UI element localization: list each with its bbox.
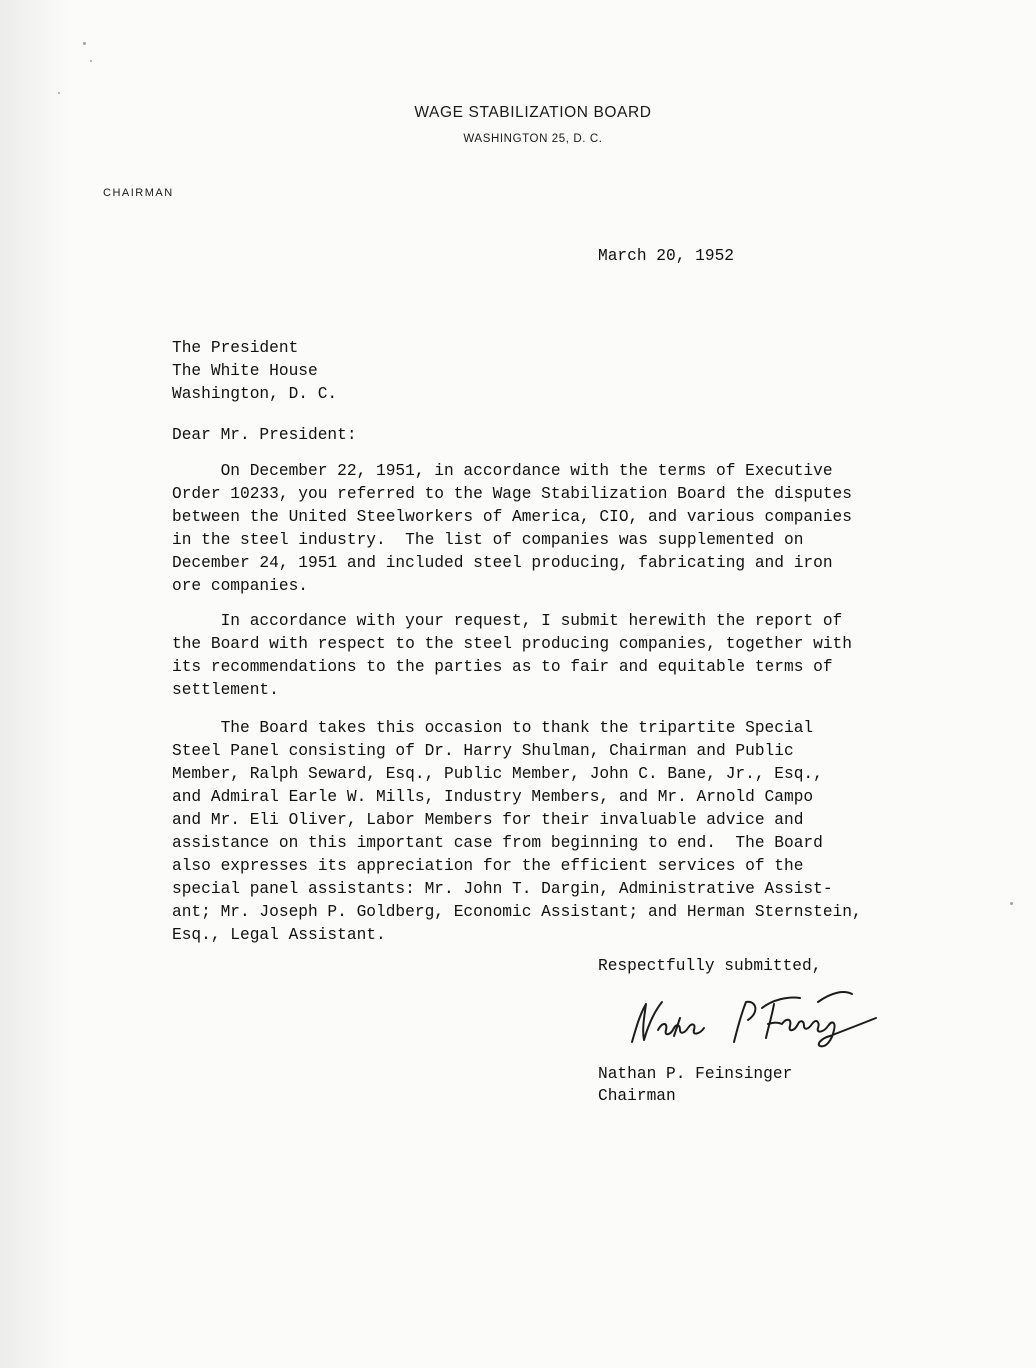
paragraph-line: In accordance with your request, I submit herewith the report of [172,612,843,630]
paragraph-line: December 24, 1951 and included steel producing, fabricating and iron [172,554,833,572]
recipient-line-2: The White House [172,362,318,380]
paragraph-line: The Board takes this occasion to thank the tripartite Special [172,719,814,737]
letterhead-organization: WAGE STABILIZATION BOARD [414,104,652,121]
signer-name: Nathan P. Feinsinger [598,1065,793,1083]
recipient-line-3: Washington, D. C. [172,385,338,403]
paragraph-line: in the steel industry. The list of companies was supplemented on [172,531,804,549]
signer-title: Chairman [598,1087,676,1105]
paragraph-line: Esq., Legal Assistant. [172,926,386,944]
recipient-address [172,337,337,406]
paper-speck [1010,902,1013,905]
paragraph-line: and Mr. Eli Oliver, Labor Members for their invaluable advice and [172,811,804,829]
paragraph-line: and Admiral Earle W. Mills, Industry Members, and Mr. Arnold Campo [172,788,814,806]
paragraph-1 [172,460,932,598]
paragraph-line: also expresses its appreciation for the efficient services of the [172,857,804,875]
paragraph-line: ore companies. [172,577,308,595]
letterhead-address: WASHINGTON 25, D. C. [463,133,603,145]
closing: Respectfully submitted, [598,957,822,975]
paragraph-line: assistance on this important case from beginning to end. The Board [172,834,823,852]
letter-date: March 20, 1952 [598,247,734,265]
salutation: Dear Mr. President: [172,426,357,444]
paragraph-line: settlement. [172,681,279,699]
office-label: CHAIRMAN [103,187,174,199]
paragraph-2 [172,610,932,702]
paragraph-line: between the United Steelworkers of America, CIO, and various companies [172,508,852,526]
paper-speck [83,42,86,45]
paragraph-line: special panel assistants: Mr. John T. Dargin, Administrative Assist- [172,880,833,898]
paragraph-line: the Board with respect to the steel producing companies, together with [172,635,852,653]
paper-speck [58,92,60,94]
paper-speck [90,60,92,62]
paragraph-line: On December 22, 1951, in accordance with the terms of Executive [172,462,833,480]
paragraph-line: Steel Panel consisting of Dr. Harry Shulman, Chairman and Public [172,742,794,760]
paragraph-line: Order 10233, you referred to the Wage Stabilization Board the disputes [172,485,852,503]
handwritten-signature [622,990,922,1060]
recipient-line-1: The President [172,339,299,357]
paragraph-line: ant; Mr. Joseph P. Goldberg, Economic Assistant; and Herman Sternstein, [172,903,862,921]
paragraph-3 [172,717,932,947]
paragraph-line: Member, Ralph Seward, Esq., Public Member, John C. Bane, Jr., Esq., [172,765,823,783]
paragraph-line: its recommendations to the parties as to fair and equitable terms of [172,658,833,676]
